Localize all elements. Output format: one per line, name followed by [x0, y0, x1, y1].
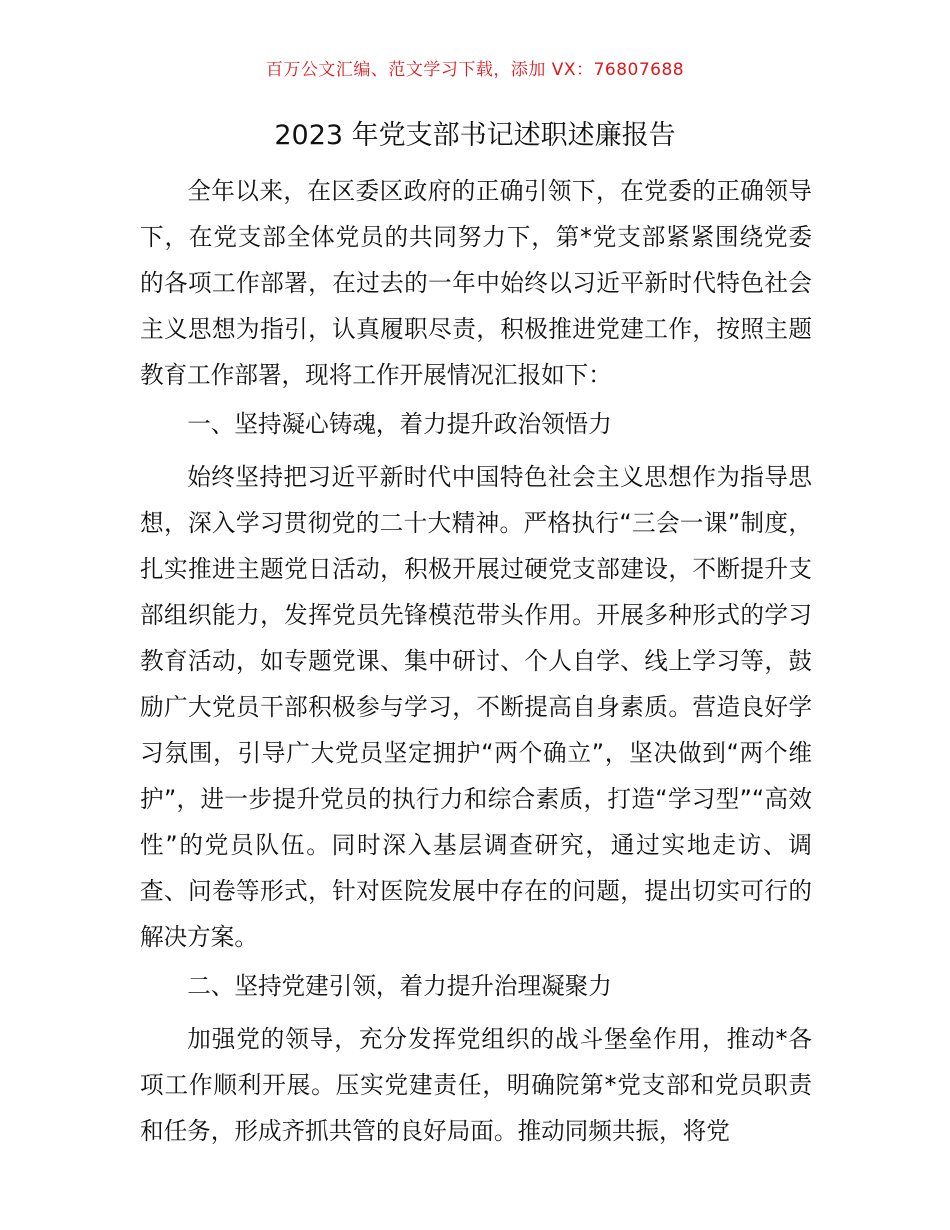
document-title: 2023 年党支部书记述职述廉报告	[274, 120, 676, 151]
document-body	[140, 168, 812, 1154]
section-2-paragraph: 加强党的领导，充分发挥党组织的战斗堡垒作用，推动*各项工作顺利开展。压实党建责任，明确院第*党支部和党员职责和任务，形成齐抓共管的良好局面。推动同频共振，将党	[140, 1025, 812, 1145]
section-heading-1: 一、坚持凝心铸魂，着力提升政治领悟力	[187, 410, 612, 438]
watermark-banner: 百万公文汇编、范文学习下载，添加 VX：76807688	[265, 60, 685, 80]
section-heading-2: 二、坚持党建引领，着力提升治理凝聚力	[187, 972, 612, 1000]
section-1-paragraph: 始终坚持把习近平新时代中国特色社会主义思想作为指导思想，深入学习贯彻党的二十大精神。严格执行“三会一课”制度，扎实推进主题党日活动，积极开展过硬党支部建设，不断提升支部组织能力，发挥党员先锋模范带头作用。开展多种形式的学习教育活动，如专题党课、集中研讨、个人自学、线上学习等，鼓励广大党员干部积极参与学习，不断提高自身素质。营造良好学习氛围，引导广大党员坚定拥护“两个确立”，坚决做到“两个维护”，进一步提升党员的执行力和综合素质，打造“学习型”“高效性”的党员队伍。同时深入基层调查研究，通过实地走访、调查、问卷等形式，针对医院发展中存在的问题，提出切实可行的解决方案。	[140, 463, 812, 951]
intro-paragraph: 全年以来，在区委区政府的正确引领下，在党委的正确领导下，在党支部全体党员的共同努力下，第*党支部紧紧围绕党委的各项工作部署，在过去的一年中始终以习近平新时代特色社会主义思想为指引，认真履职尽责，积极推进党建工作，按照主题教育工作部署，现将工作开展情况汇报如下：	[140, 177, 812, 389]
